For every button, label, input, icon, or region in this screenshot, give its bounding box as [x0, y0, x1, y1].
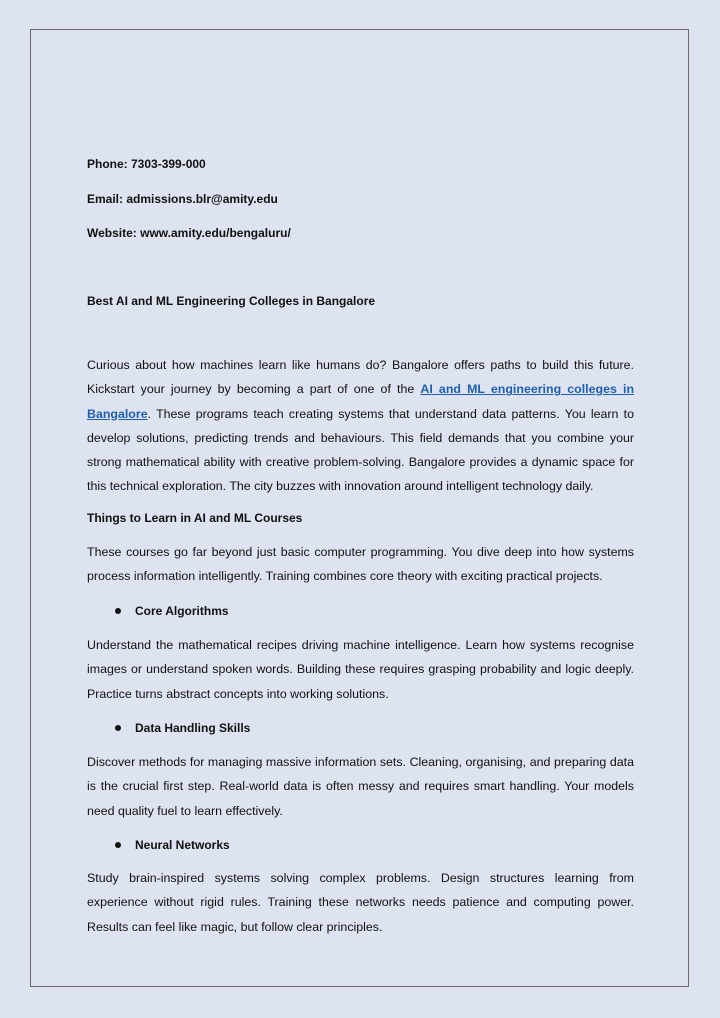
neural-networks-paragraph: Study brain-inspired systems solving complex problems. Design structures learning from experience without rigid rules. Training these networks needs patience and computing power. Results can feel like magic, but follow clear principles. — [87, 871, 634, 934]
bullet-title: Data Handling Skills — [135, 721, 251, 735]
data-handling-paragraph: Discover methods for managing massive information sets. Cleaning, organising, and preparing data is the crucial first step. Real-world data is often messy and requires smart handling. Your models need quality fuel to learn effectively. — [87, 755, 634, 818]
bullet-neural-networks — [107, 837, 230, 853]
bullet-title: Core Algorithms — [135, 604, 229, 618]
intro-text-before-link: Curious about how machines learn like humans do? Bangalore offers paths to build this future. Kickstart your journey by becoming a part of one of the — [87, 358, 634, 397]
bullet-core-algorithms — [107, 603, 229, 619]
document-page — [30, 29, 689, 987]
core-algorithms-paragraph: Understand the mathematical recipes driving machine intelligence. Learn how systems recognise images or understand spoken words. Building these requires grasping probability and logic deeply. Practice turns abstract concepts into working solutions. — [87, 638, 634, 701]
intro-text-after-link: . These programs teach creating systems that understand data patterns. You learn to develop solutions, predicting trends and behaviours. This field demands that you combine your strong mathematical ability with creative problem-solving. Bangalore provides a dynamic space for this technical exploration. The city buzzes with innovation around intelligent technology daily. — [87, 406, 634, 494]
bullet-title: Neural Networks — [135, 838, 230, 852]
bullet-dot-icon — [115, 725, 121, 731]
courses-subheading: Things to Learn in AI and ML Courses — [87, 511, 303, 525]
intro-paragraph — [87, 353, 634, 499]
bullet-data-handling — [107, 720, 250, 736]
article-heading: Best AI and ML Engineering Colleges in Bangalore — [87, 294, 376, 308]
colleges-link[interactable]: AI and ML engineering colleges in Bangalore — [87, 382, 635, 421]
contact-phone: Phone: 7303-399-000 — [87, 157, 206, 171]
courses-intro-paragraph: These courses go far beyond just basic computer programming. You dive deep into how systems process information intelligently. Training combines core theory with exciting practical projects. — [87, 545, 634, 584]
bullet-dot-icon — [115, 608, 121, 614]
contact-website: Website: www.amity.edu/bengaluru/ — [87, 226, 291, 240]
contact-email: Email: admissions.blr@amity.edu — [87, 192, 278, 206]
bullet-dot-icon — [115, 842, 121, 848]
